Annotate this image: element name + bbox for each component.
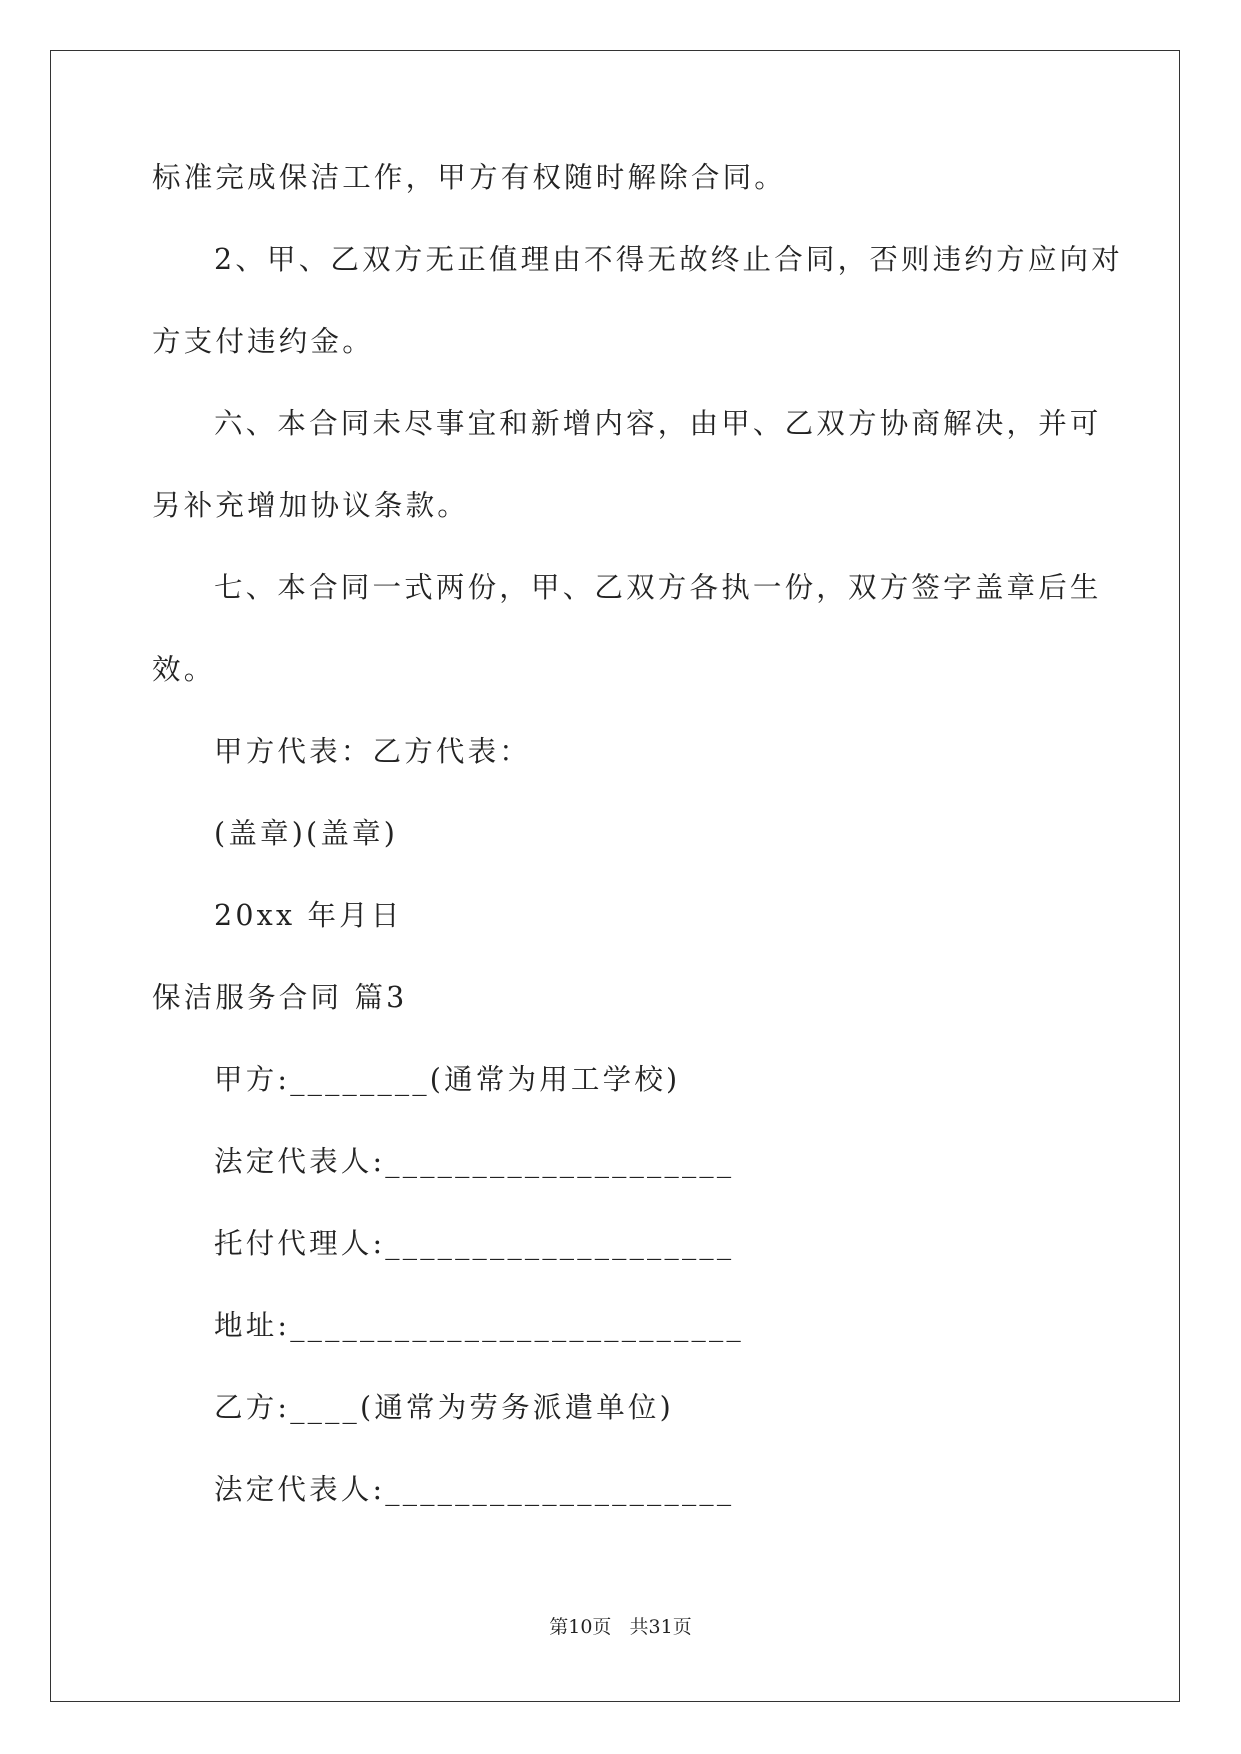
- party-b-field: 乙方:____(通常为劳务派遣单位): [214, 1391, 674, 1424]
- paragraph-line: 2、甲、乙双方无正值理由不得无故终止合同，否则违约方应向对: [214, 243, 1123, 276]
- page-number: 第10页 共31页: [549, 1616, 692, 1638]
- paragraph-line: 方支付违约金。: [152, 325, 374, 358]
- legal-representative-field: 法定代表人:____________________: [214, 1473, 735, 1506]
- paragraph-line: 另补充增加协议条款。: [152, 489, 470, 522]
- authorized-agent-field: 托付代理人:____________________: [214, 1227, 735, 1260]
- date-line: 20xx 年月日: [214, 899, 403, 932]
- paragraph-line: 标准完成保洁工作，甲方有权随时解除合同。: [152, 161, 787, 194]
- address-field: 地址:__________________________: [214, 1309, 744, 1342]
- legal-representative-field: 法定代表人:____________________: [214, 1145, 735, 1178]
- paragraph-line: 效。: [152, 653, 216, 686]
- section-heading: 保洁服务合同 篇3: [152, 981, 408, 1014]
- seal-line: (盖章)(盖章): [214, 817, 399, 850]
- party-a-field: 甲方:________(通常为用工学校): [214, 1063, 681, 1096]
- paragraph-line: 六、本合同未尽事宜和新增内容，由甲、乙双方协商解决，并可: [214, 407, 1102, 440]
- signature-line: 甲方代表：乙方代表：: [214, 735, 532, 768]
- paragraph-line: 七、本合同一式两份，甲、乙双方各执一份，双方签字盖章后生: [214, 571, 1102, 604]
- page-border: [50, 50, 1180, 1702]
